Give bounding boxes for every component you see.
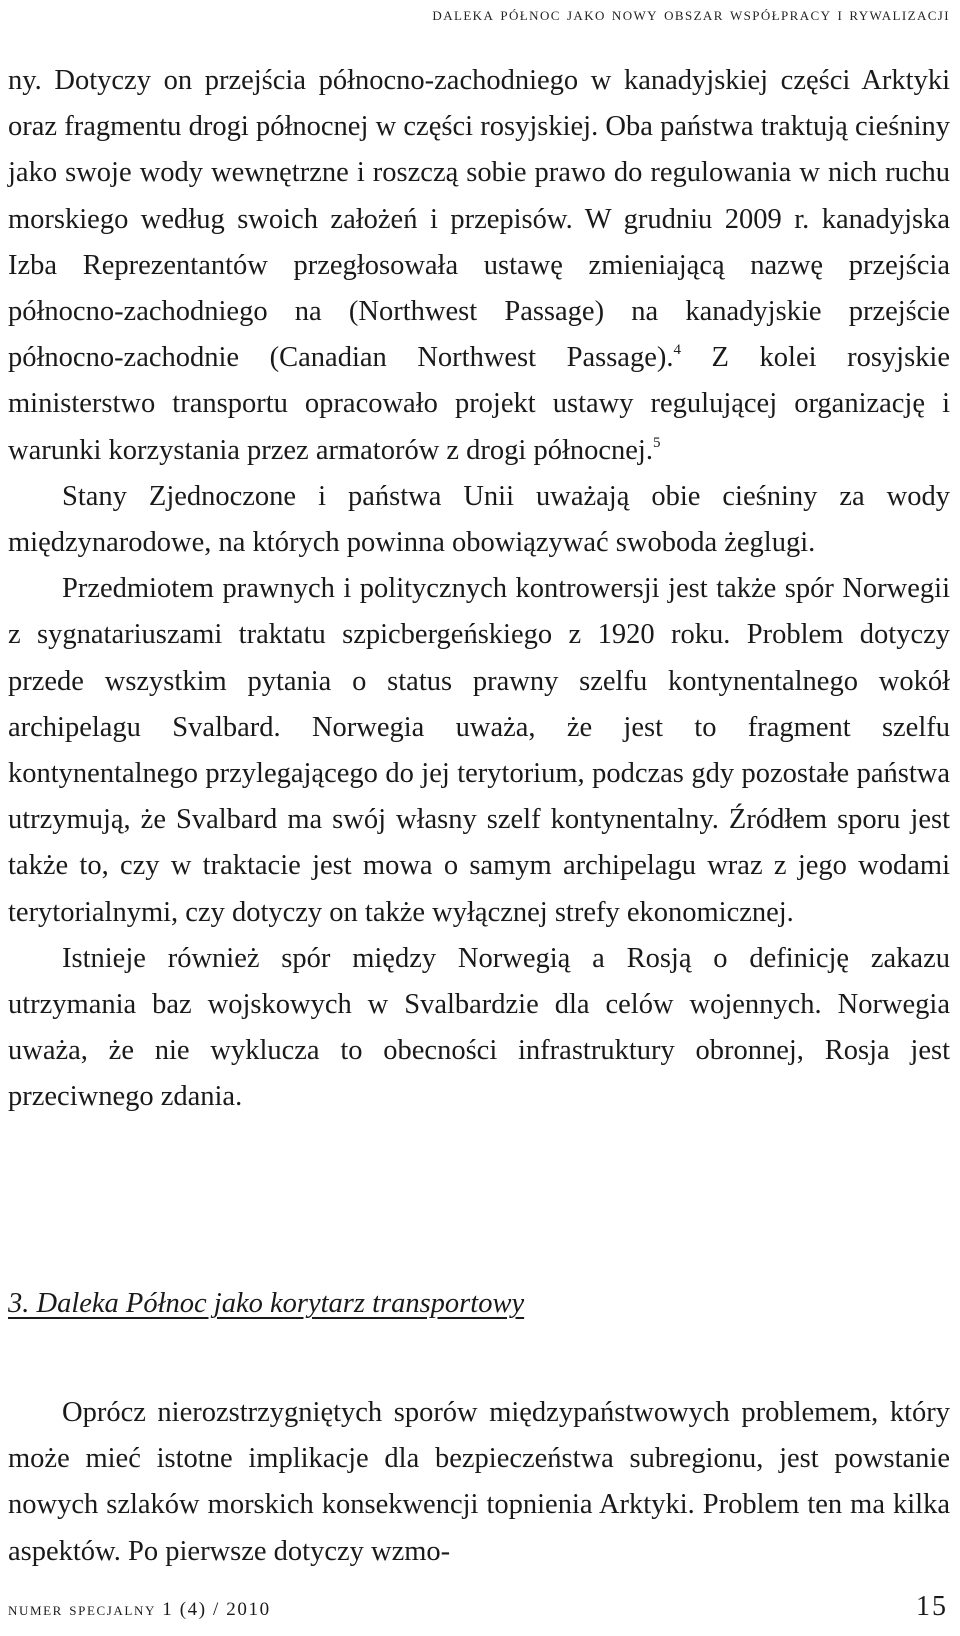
running-head: daleka północ jako nowy obszar współpracy i rywalizacji bbox=[432, 4, 950, 25]
paragraph-1-part-b: Z kolei rosyjskie ministerstwo transportu opracowało projekt ustawy regulującej organizację i warunki korzystania przez armatorów z drogi północnej. bbox=[8, 342, 950, 466]
paragraph-1-part-a: ny. Dotyczy on przejścia północno-zachodniego w kanadyjskiej części Arktyki oraz fragmentu drogi północnej w części rosyjskiej. Oba państwa traktują cieśniny jako swoje wody wewnętrzne i roszczą sobie prawo do regulowania w nich ruchu morskiego według swoich założeń i przepisów. W grudniu 2009 r. kanadyjska Izba Reprezentantów przegłosowała ustawę zmieniającą nazwę przejścia północno-zachodniego na (Northwest Passage) na kanadyjskie przejście północno-zachodnie (Canadian Northwest Passage). bbox=[8, 65, 950, 374]
body-text bbox=[8, 58, 950, 1121]
page-number: 15 bbox=[916, 1591, 948, 1622]
paragraph-5: Oprócz nierozstrzygniętych sporów międzypaństwowych problemem, który może mieć istotne implikacje dla bezpieczeństwa subregionu, jest powstanie nowych szlaków morskich konsekwencji topnienia Arktyki. Problem ten ma kilka aspektów. Po pierwsze dotyczy wzmo- bbox=[8, 1397, 950, 1567]
paragraph-1 bbox=[8, 58, 950, 474]
paragraph-3: Przedmiotem prawnych i politycznych kontrowersji jest także spór Norwegii z sygnatariuszami traktatu szpicbergeńskiego z 1920 roku. Problem dotyczy przede wszystkim pytania o status prawny szelfu kontynentalnego wokół archipelagu Svalbard. Norwegia uważa, że jest to fragment szelfu kontynentalnego przylegającego do jej terytorium, podczas gdy pozostałe państwa utrzymują, że Svalbard ma swój własny szelf kontynentalny. Źródłem sporu jest także to, czy w traktacie jest mowa o samym archipelagu wraz z jego wodami terytorialnymi, czy dotyczy on także wyłącznej strefy ekonomicznej. bbox=[8, 573, 950, 928]
paragraph-4: Istnieje również spór między Norwegią a Rosją o definicję zakazu utrzymania baz wojskowych w Svalbardzie dla celów wojennych. Norwegia uważa, że nie wyklucza to obecności infrastruktury obronnej, Rosja jest przeciwnego zdania. bbox=[8, 942, 950, 1113]
body-text-continued bbox=[8, 1390, 950, 1575]
section-heading: 3. Daleka Północ jako korytarz transportowy bbox=[8, 1288, 525, 1319]
issue-label: numer specjalny 1 (4) / 2010 bbox=[8, 1599, 271, 1620]
paragraph-2: Stany Zjednoczone i państwa Unii uważają obie cieśniny za wody międzynarodowe, na których powinna obowiązywać swoboda żeglugi. bbox=[8, 480, 950, 559]
footnote-ref-4[interactable]: 4 bbox=[673, 342, 681, 359]
footnote-ref-5[interactable]: 5 bbox=[652, 434, 661, 451]
